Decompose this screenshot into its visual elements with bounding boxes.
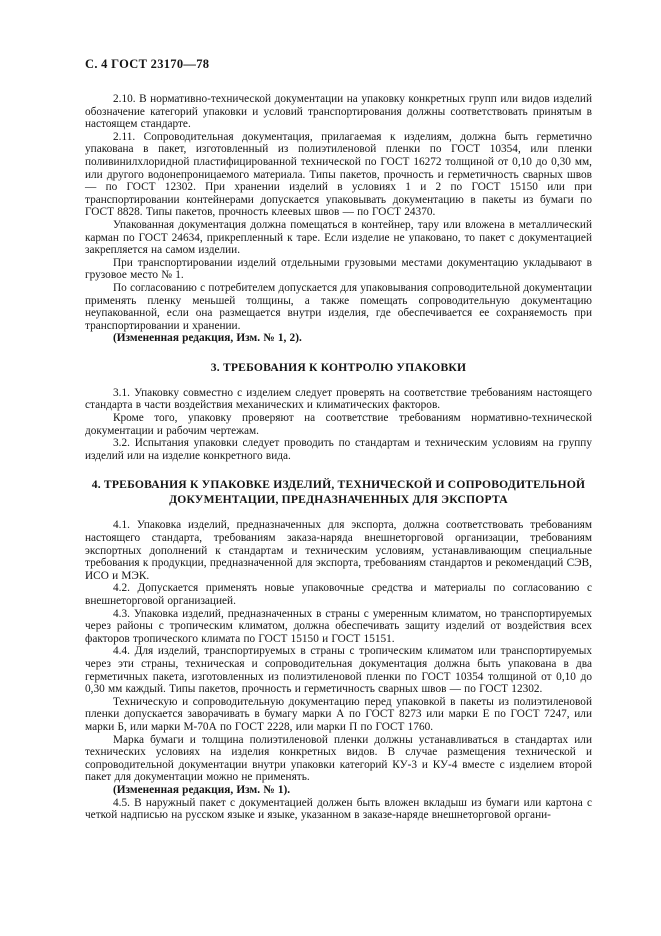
section-heading-4: 4. ТРЕБОВАНИЯ К УПАКОВКЕ ИЗДЕЛИЙ, ТЕХНИЧЕСКОЙ И СОПРОВОДИТЕЛЬНОЙ ДОКУМЕНТАЦИИ, ПРЕДНАЗНАЧЕННЫХ ДЛЯ ЭКСПОРТА	[91, 478, 586, 507]
paragraph-4-4-paper-grade: Марка бумаги и толщина полиэтиленовой пленки должны устанавливаться в стандартах или технических условиях на изделия конкретных видов. В случае размещения технической и сопроводительной документации внутри упаковки категорий КУ-3 и КУ-4 вместе с изделием второй пакет для документации можно не применять.	[85, 733, 592, 784]
paragraph-4-1: 4.1. Упаковка изделий, предназначенных для экспорта, должна соответствовать требованиям настоящего стандарта, требованиям заказа-наряда внешнеторговой организации, требованиям экспортных дополнений к стандартам и техническим условиям, устанавливающим специальные требования к продукции, предназначенной для экспорта, требованиям стандартов и рекомендаций СЭВ, ИСО и МЭК.	[85, 519, 592, 582]
paragraph-4-5: 4.5. В наружный пакет с документацией должен быть вложен вкладыш из бумаги или картона с четкой надписью на русском языке и языке, указанном в заказе-наряде внешнеторговой органи-	[85, 796, 592, 822]
paragraph-packed-documentation: Упакованная документация должна помещаться в контейнер, тару или вложена в металлический карман по ГОСТ 24634, прикрепленный к таре. Если изделие не упаковано, то пакет с документацией закрепляется на самом изделии.	[85, 218, 592, 257]
paragraph-4-4: 4.4. Для изделий, транспортируемых в страны с тропическим климатом или транспортируемых через эти страны, техническая и сопроводительная документация должна быть упакована в два герметичных пакета, изготовленных из полиэтиленовой пленки по ГОСТ 10354 толщиной от 0,10 до 0,30 мм каждый. Типы пакетов, прочность и герметичность сварных швов — по ГОСТ 12302.	[85, 645, 592, 696]
paragraph-4-4-technical-docs: Техническую и сопроводительную документацию перед упаковкой в пакеты из полиэтиленовой пленки допускается заворачивать в бумагу марки А по ГОСТ 8273 или марки Е по ГОСТ 7247, или марки Б, или марки М-70А по ГОСТ 2228, или марки П по ГОСТ 1760.	[85, 695, 592, 733]
section-heading-3: 3. ТРЕБОВАНИЯ К КОНТРОЛЮ УПАКОВКИ	[210, 360, 467, 374]
paragraph-3-1-note: Кроме того, упаковку проверяют на соответствие требованиям нормативно-технической документации и рабочим чертежам.	[85, 412, 592, 437]
paragraph-3-2: 3.2. Испытания упаковки следует проводить по стандартам и техническим условиям на группу изделий или на изделие конкретного вида.	[85, 437, 592, 462]
page-content	[85, 57, 592, 822]
paragraph-consumer-agreement: По согласованию с потребителем допускается для упаковывания сопроводительной документации применять пленку меньшей толщины, а также помещать сопроводительную документацию неупакованной, если она размещается внутри изделия, где обеспечивается ее сохраняемость при транспортировании и хранении.	[85, 281, 592, 332]
paragraph-4-2: 4.2. Допускается применять новые упаковочные средства и материалы по согласованию с внешнеторговой организацией.	[85, 582, 592, 607]
paragraph-4-3: 4.3. Упаковка изделий, предназначенных в страны с умеренным климатом, но транспортируемых через районы с тропическим климатом, должна обеспечивать защиту изделий от воздействия всех факторов тропического климата по ГОСТ 15150 и ГОСТ 15151.	[85, 607, 592, 645]
paragraph-amended-edition-1-2: (Измененная редакция, Изм. № 1, 2).	[113, 332, 302, 345]
paragraph-transport-cargo-place: При транспортировании изделий отдельными грузовыми местами документацию укладывают в грузовое место № 1.	[85, 256, 592, 282]
paragraph-amended-edition-1: (Измененная редакция, Изм. № 1).	[113, 783, 291, 796]
paragraph-2-10: 2.10. В нормативно-технической документации на упаковку конкретных групп или видов изделий обозначение категорий упаковки и условий транспортирования должны соответствовать принятым в настоящем стандарте.	[85, 93, 592, 131]
paragraph-2-11: 2.11. Сопроводительная документация, прилагаемая к изделиям, должна быть герметично упакована в пакет, изготовленный из полиэтиленовой пленки по ГОСТ 10354, или пленки поливинилхлоридной пластифицированной технической по ГОСТ 16272 толщиной от 0,10 до 0,30 мм, или другого водонепроницаемого материала. Типы пакетов, прочность и герметичность сварных швов — по ГОСТ 12302. При хранении изделий в условиях 1 и 2 по ГОСТ 15150 или при транспортировании контейнерами допускается упаковывать документацию в пакеты из бумаги по ГОСТ 8828. Типы пакетов, прочность клеевых швов — по ГОСТ 24370.	[85, 130, 592, 219]
paragraph-3-1: 3.1. Упаковку совместно с изделием следует проверять на соответствие требованиям настоящего стандарта в части воздействия механических и климатических факторов.	[85, 386, 592, 412]
page-header-running-title: С. 4 ГОСТ 23170—78	[85, 57, 210, 71]
